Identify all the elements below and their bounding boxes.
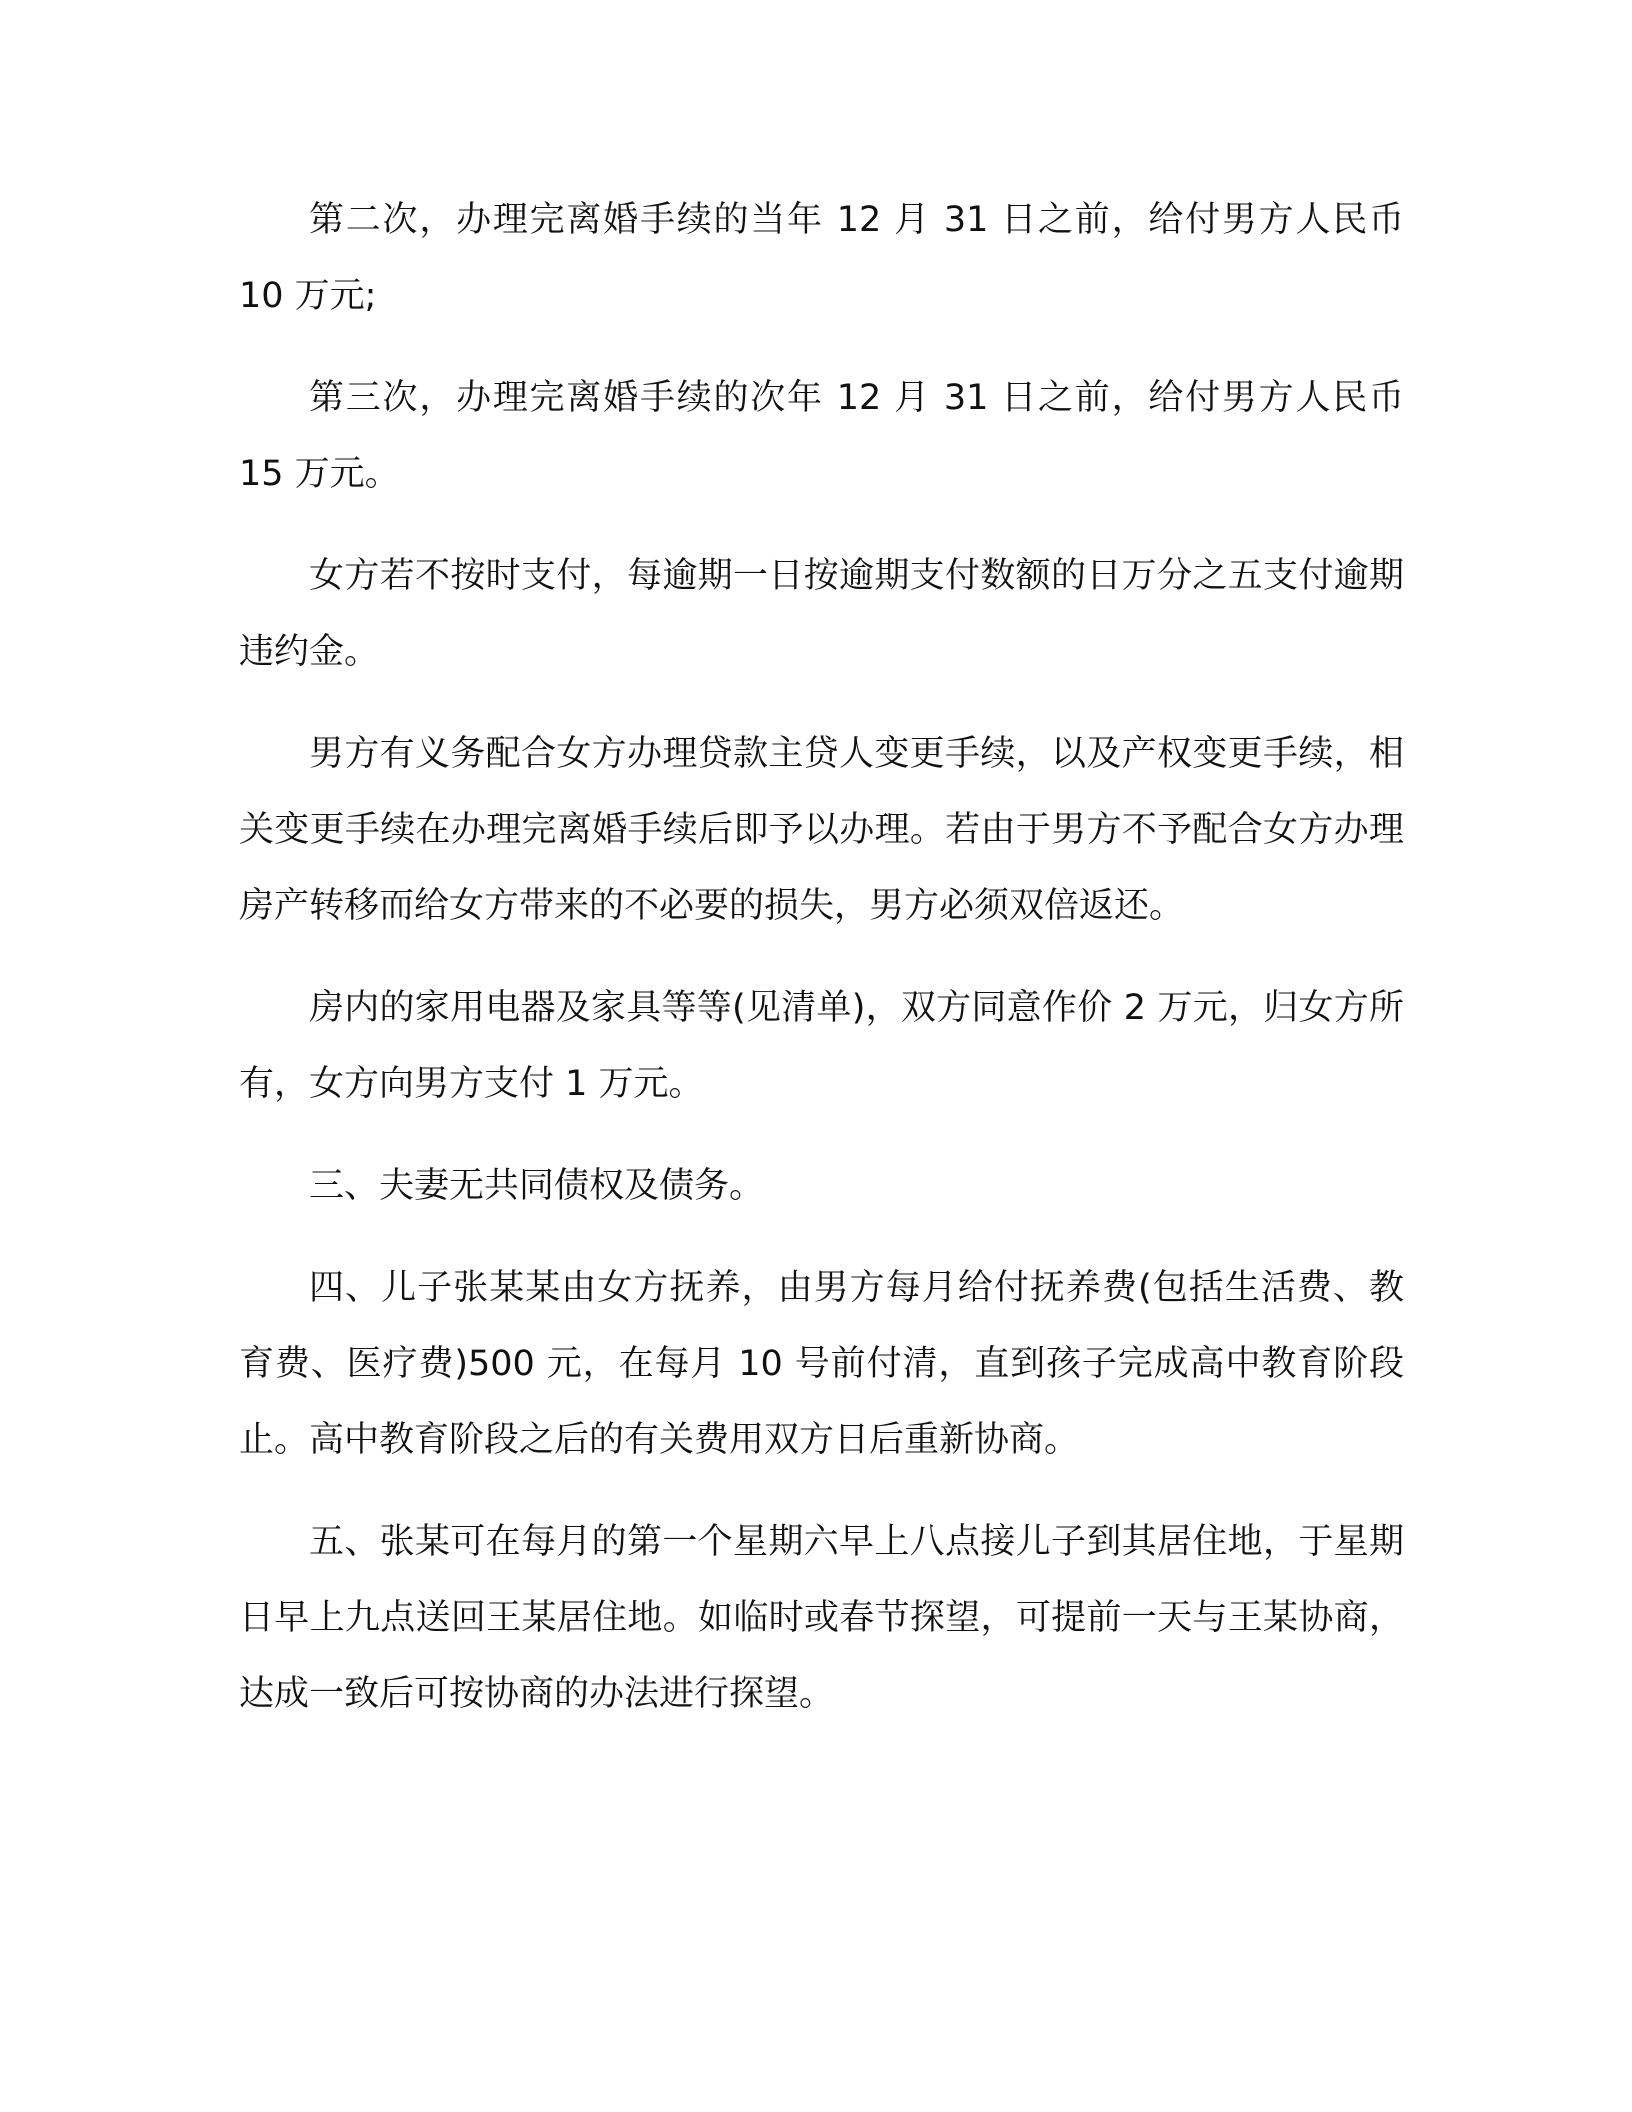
paragraph-second-payment: 第二次，办理完离婚手续的当年 12 月 31 日之前，给付男方人民币 10 万元;	[239, 200, 1404, 316]
document-body	[239, 182, 1404, 1732]
paragraph-visitation: 五、张某可在每月的第一个星期六早上八点接儿子到其居住地，于星期日早上九点送回王某居住地。如临时或春节探望，可提前一天与王某协商，达成一致后可按协商的办法进行探望。	[239, 1522, 1404, 1714]
paragraph-third-payment: 第三次，办理完离婚手续的次年 12 月 31 日之前，给付男方人民币 15 万元。	[239, 378, 1404, 494]
paragraph-household-items: 房内的家用电器及家具等等(见清单)，双方同意作价 2 万元，归女方所有，女方向男方支付 1 万元。	[239, 988, 1404, 1104]
paragraph-child-support: 四、儿子张某某由女方抚养，由男方每月给付抚养费(包括生活费、教育费、医疗费)500 元，在每月 10 号前付清，直到孩子完成高中教育阶段止。高中教育阶段之后的有关费用双方日后重新协商。	[239, 1268, 1404, 1460]
paragraph-late-penalty: 女方若不按时支付，每逾期一日按逾期支付数额的日万分之五支付逾期违约金。	[239, 556, 1404, 672]
paragraph-debts: 三、夫妻无共同债权及债务。	[309, 1166, 765, 1206]
paragraph-loan-transfer: 男方有义务配合女方办理贷款主贷人变更手续，以及产权变更手续，相关变更手续在办理完离婚手续后即予以办理。若由于男方不予配合女方办理房产转移而给女方带来的不必要的损失，男方必须双倍返还。	[239, 734, 1404, 926]
